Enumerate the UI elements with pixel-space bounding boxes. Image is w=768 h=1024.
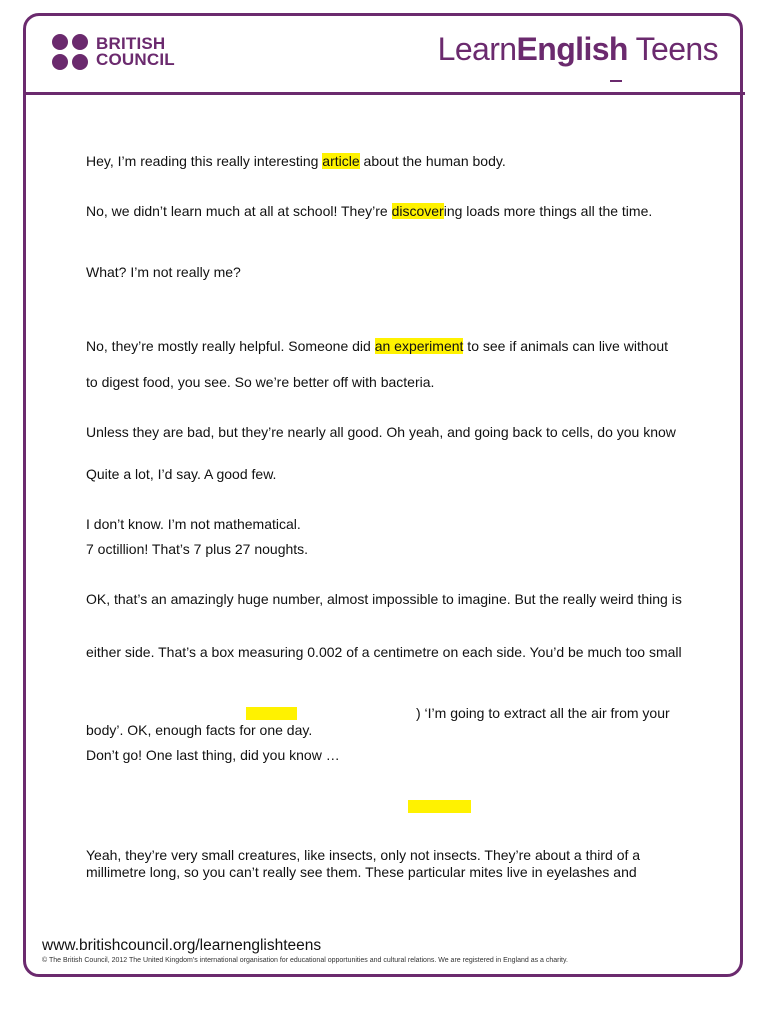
header-divider xyxy=(23,92,745,95)
brand-learn: Learn xyxy=(437,31,517,67)
text-line: body’. OK, enough facts for one day. xyxy=(86,722,313,738)
text-line: Quite a lot, I’d say. A good few. xyxy=(86,466,277,482)
text-line: What? I’m not really me? xyxy=(86,264,241,280)
text-line: I don’t know. I’m not mathematical. xyxy=(86,516,301,532)
text-line: Yeah, they’re very small creatures, like insects, only not insects. They’re about a third of a xyxy=(86,847,641,863)
logo-line-1: BRITISH xyxy=(96,34,166,53)
text-line: Hey, I’m reading this really interesting article about the human body. xyxy=(86,153,506,169)
highlighted-word: discover xyxy=(391,203,444,219)
text-line: No, they’re mostly really helpful. Someone did an experiment to see if animals can live without xyxy=(86,338,669,354)
text-line: 7 octillion! That’s 7 plus 27 noughts. xyxy=(86,541,309,557)
text-line: either side. That’s a box measuring 0.002 of a centimetre on each side. You’d be much too small xyxy=(86,644,682,660)
brand-teens: Teens xyxy=(627,31,718,67)
text-line: millimetre long, so you can’t really see them. These particular mites live in eyelashes and xyxy=(86,864,637,880)
text-line: No, we didn’t learn much at all at school! They’re discovering loads more things all the time. xyxy=(86,203,653,219)
text-line: Don’t go! One last thing, did you know … xyxy=(86,747,340,763)
footer-url: www.britishcouncil.org/learnenglishteens xyxy=(42,937,322,954)
text-line: to digest food, you see. So we’re better off with bacteria. xyxy=(86,374,435,390)
footer-copyright: © The British Council, 2012 The United Kingdom’s international organisation for educational opportunities and cultural relations. We are registered in England as a charity. xyxy=(42,957,568,964)
british-council-logo xyxy=(52,34,175,70)
text-line: OK, that’s an amazingly huge number, almost impossible to imagine. But the really weird thing is xyxy=(86,591,682,607)
highlighted-word: an experiment xyxy=(374,338,464,354)
highlight-blank xyxy=(246,707,297,720)
brand-underline xyxy=(610,80,622,82)
brand-english: English xyxy=(516,31,628,67)
highlighted-word: article xyxy=(322,153,360,169)
highlight-blank xyxy=(408,800,471,813)
logo-line-2: COUNCIL xyxy=(96,50,175,69)
text-line: ) ‘I’m going to extract all the air from your xyxy=(416,705,670,721)
learnenglish-teens-brand xyxy=(438,31,718,68)
text-line: Unless they are bad, but they’re nearly all good. Oh yeah, and going back to cells, do you know xyxy=(86,424,676,440)
logo-dots-icon xyxy=(52,34,88,70)
